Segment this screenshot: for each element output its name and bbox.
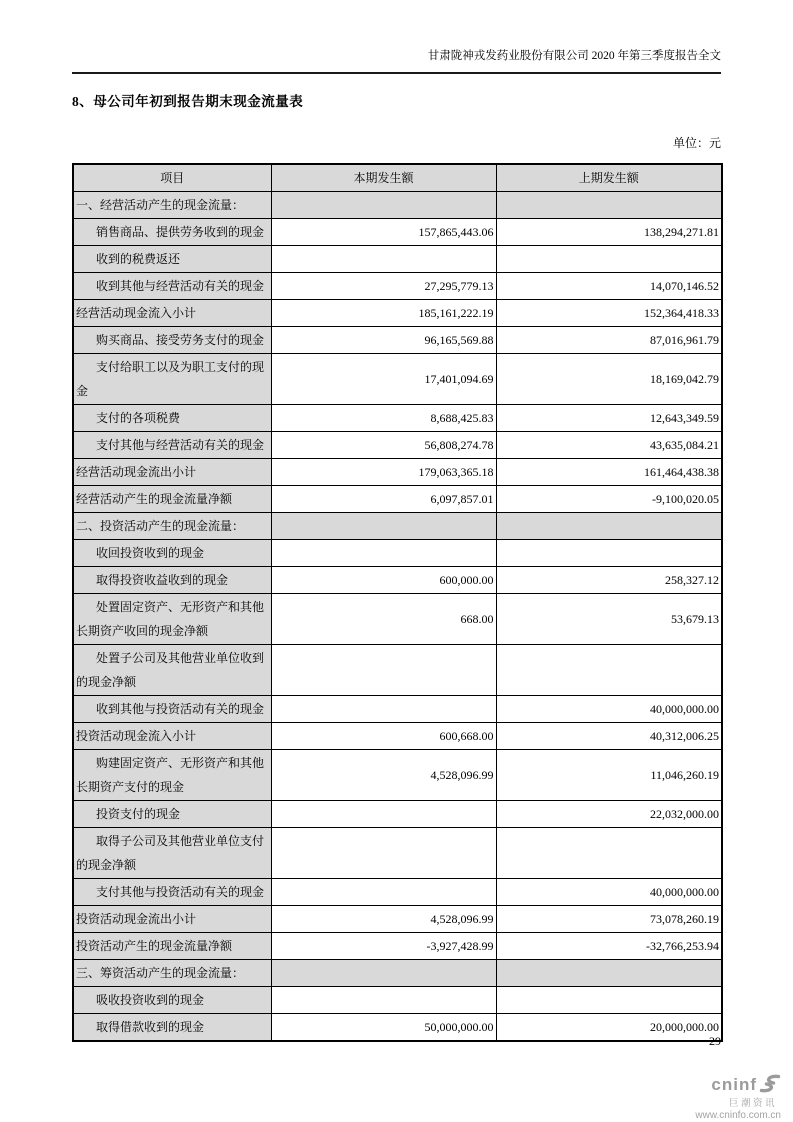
table-row — [73, 459, 722, 486]
row-label-cell: 支付其他与经营活动有关的现金 — [73, 432, 271, 459]
cninfo-url: www.cninfo.com.cn — [695, 1110, 781, 1122]
current-amount-cell — [271, 246, 496, 273]
table-row — [73, 594, 722, 645]
cash-flow-table — [72, 163, 723, 1042]
table-row — [73, 354, 722, 405]
table-row — [73, 405, 722, 432]
current-amount-cell: 56,808,274.78 — [271, 432, 496, 459]
row-label-cell: 处置固定资产、无形资产和其他长期资产收回的现金净额 — [73, 594, 271, 645]
prior-amount-cell: 73,078,260.19 — [496, 906, 722, 933]
prior-amount-cell — [496, 540, 722, 567]
current-amount-cell — [271, 801, 496, 828]
cninfo-cn-name: 巨潮资讯 — [728, 1097, 777, 1109]
prior-amount-cell: 20,000,000.00 — [496, 1014, 722, 1042]
current-amount-cell — [271, 192, 496, 219]
prior-amount-cell: 22,032,000.00 — [496, 801, 722, 828]
table-row — [73, 987, 722, 1014]
table-row — [73, 906, 722, 933]
current-amount-cell: 600,000.00 — [271, 567, 496, 594]
prior-amount-cell: 14,070,146.52 — [496, 273, 722, 300]
cash-flow-table-body — [73, 192, 722, 1042]
cninfo-swoosh-icon — [759, 1074, 781, 1098]
row-label-cell: 支付的各项税费 — [73, 405, 271, 432]
current-amount-cell: 96,165,569.88 — [271, 327, 496, 354]
page-number: 29 — [709, 1034, 721, 1048]
row-label-cell: 收回投资收到的现金 — [73, 540, 271, 567]
row-label-cell: 取得子公司及其他营业单位支付的现金净额 — [73, 828, 271, 879]
current-amount-cell — [271, 828, 496, 879]
table-row — [73, 723, 722, 750]
prior-amount-cell: 152,364,418.33 — [496, 300, 722, 327]
table-row — [73, 933, 722, 960]
table-header-row — [73, 164, 722, 192]
table-row — [73, 513, 722, 540]
current-amount-cell — [271, 696, 496, 723]
table-row — [73, 273, 722, 300]
current-amount-cell: 185,161,222.19 — [271, 300, 496, 327]
current-amount-cell: 27,295,779.13 — [271, 273, 496, 300]
prior-amount-cell — [496, 513, 722, 540]
current-amount-cell — [271, 540, 496, 567]
row-label-cell: 投资活动现金流入小计 — [73, 723, 271, 750]
current-amount-cell: 4,528,096.99 — [271, 906, 496, 933]
cninfo-brand-row — [695, 1074, 781, 1098]
unit-label: 单位：元 — [672, 136, 721, 150]
prior-amount-cell: 11,046,260.19 — [496, 750, 722, 801]
prior-amount-cell: 87,016,961.79 — [496, 327, 722, 354]
table-row — [73, 486, 722, 513]
prior-amount-cell: -32,766,253.94 — [496, 933, 722, 960]
prior-amount-cell: 258,327.12 — [496, 567, 722, 594]
row-label-cell: 购建固定资产、无形资产和其他长期资产支付的现金 — [73, 750, 271, 801]
prior-amount-cell — [496, 246, 722, 273]
prior-amount-cell — [496, 192, 722, 219]
prior-amount-cell — [496, 987, 722, 1014]
row-label-cell: 收到其他与经营活动有关的现金 — [73, 273, 271, 300]
current-amount-cell — [271, 513, 496, 540]
row-label-cell: 经营活动现金流出小计 — [73, 459, 271, 486]
table-row — [73, 327, 722, 354]
running-header — [72, 46, 721, 74]
prior-amount-cell: 18,169,042.79 — [496, 354, 722, 405]
table-row — [73, 960, 722, 987]
cninfo-brand-text: cninf — [711, 1075, 757, 1095]
row-label-cell: 投资活动产生的现金流量净额 — [73, 933, 271, 960]
current-amount-cell: 8,688,425.83 — [271, 405, 496, 432]
current-amount-cell — [271, 987, 496, 1014]
current-amount-cell: 668.00 — [271, 594, 496, 645]
current-amount-cell: 157,865,443.06 — [271, 219, 496, 246]
prior-amount-cell — [496, 960, 722, 987]
prior-amount-cell: -9,100,020.05 — [496, 486, 722, 513]
page-title: 8、母公司年初到报告期末现金流量表 — [72, 94, 304, 109]
prior-amount-cell: 43,635,084.21 — [496, 432, 722, 459]
prior-amount-cell: 40,000,000.00 — [496, 696, 722, 723]
table-row — [73, 801, 722, 828]
current-amount-cell: -3,927,428.99 — [271, 933, 496, 960]
row-label-cell: 处置子公司及其他营业单位收到的现金净额 — [73, 645, 271, 696]
current-amount-cell — [271, 645, 496, 696]
current-amount-cell: 4,528,096.99 — [271, 750, 496, 801]
table-row — [73, 540, 722, 567]
current-amount-cell: 17,401,094.69 — [271, 354, 496, 405]
prior-amount-cell — [496, 645, 722, 696]
current-amount-cell: 179,063,365.18 — [271, 459, 496, 486]
row-label-cell: 收到其他与投资活动有关的现金 — [73, 696, 271, 723]
current-amount-cell — [271, 960, 496, 987]
row-label-cell: 投资活动现金流出小计 — [73, 906, 271, 933]
row-label-cell: 购买商品、接受劳务支付的现金 — [73, 327, 271, 354]
current-amount-cell: 50,000,000.00 — [271, 1014, 496, 1042]
row-label-cell: 一、经营活动产生的现金流量： — [73, 192, 271, 219]
row-label-cell: 吸收投资收到的现金 — [73, 987, 271, 1014]
prior-amount-cell: 53,679.13 — [496, 594, 722, 645]
table-row — [73, 432, 722, 459]
table-row — [73, 645, 722, 696]
prior-amount-cell: 138,294,271.81 — [496, 219, 722, 246]
table-row — [73, 246, 722, 273]
table-row — [73, 828, 722, 879]
row-label-cell: 支付其他与投资活动有关的现金 — [73, 879, 271, 906]
table-row — [73, 567, 722, 594]
row-label-cell: 销售商品、提供劳务收到的现金 — [73, 219, 271, 246]
running-header-text: 甘肃陇神戎发药业股份有限公司 2020 年第三季度报告全文 — [427, 50, 721, 62]
column-header-item: 项目 — [73, 164, 271, 192]
column-header-prior-period: 上期发生额 — [496, 164, 722, 192]
row-label-cell: 经营活动产生的现金流量净额 — [73, 486, 271, 513]
row-label-cell: 收到的税费返还 — [73, 246, 271, 273]
row-label-cell: 经营活动现金流入小计 — [73, 300, 271, 327]
prior-amount-cell: 161,464,438.38 — [496, 459, 722, 486]
table-row — [73, 879, 722, 906]
prior-amount-cell: 40,000,000.00 — [496, 879, 722, 906]
row-label-cell: 投资支付的现金 — [73, 801, 271, 828]
row-label-cell: 支付给职工以及为职工支付的现金 — [73, 354, 271, 405]
column-header-current-period: 本期发生额 — [271, 164, 496, 192]
cninfo-logo — [695, 1074, 781, 1121]
current-amount-cell — [271, 879, 496, 906]
row-label-cell: 取得借款收到的现金 — [73, 1014, 271, 1042]
prior-amount-cell: 12,643,349.59 — [496, 405, 722, 432]
current-amount-cell: 6,097,857.01 — [271, 486, 496, 513]
prior-amount-cell: 40,312,006.25 — [496, 723, 722, 750]
prior-amount-cell — [496, 828, 722, 879]
table-row — [73, 696, 722, 723]
row-label-cell: 二、投资活动产生的现金流量： — [73, 513, 271, 540]
table-row — [73, 192, 722, 219]
current-amount-cell: 600,668.00 — [271, 723, 496, 750]
row-label-cell: 取得投资收益收到的现金 — [73, 567, 271, 594]
table-row — [73, 750, 722, 801]
table-row — [73, 219, 722, 246]
table-row — [73, 300, 722, 327]
row-label-cell: 三、筹资活动产生的现金流量： — [73, 960, 271, 987]
